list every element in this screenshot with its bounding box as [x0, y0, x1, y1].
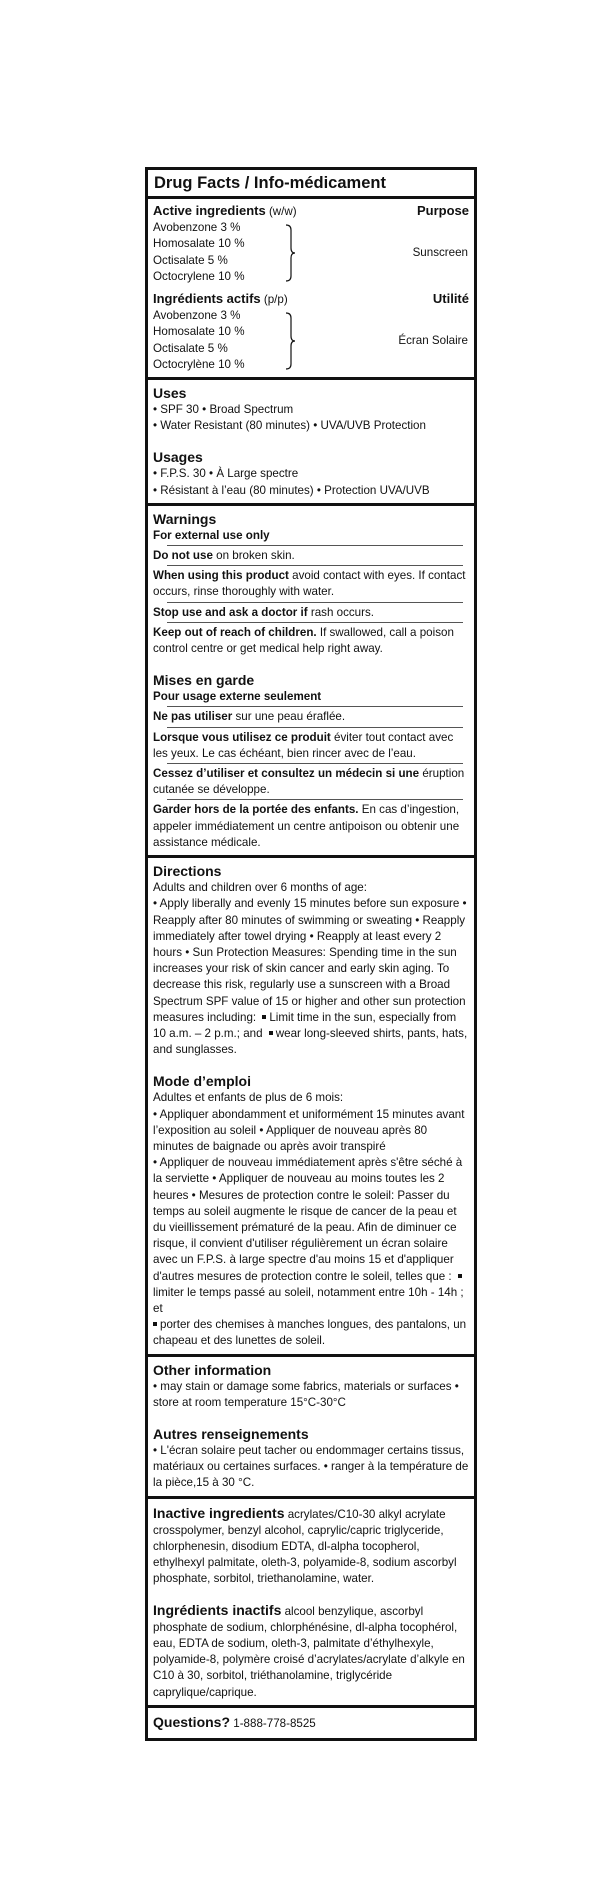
ingredients-actifs-label: Ingrédients actifs [153, 291, 261, 307]
questions-label: Questions? [153, 1713, 231, 1730]
uses-heading: Uses [153, 385, 187, 402]
warning-item: When using this product avoid contact with eyes. If contact occurs, rinse thoroughly with water. [153, 569, 466, 599]
ingredient-item: Octocrylène 10 % [153, 357, 245, 371]
inactive-ingredients-en [153, 1505, 469, 1588]
autres-renseignements-body: • L'écran solaire peut tacher ou endommager certains tissus, matériaux ou certaines surfaces. • ranger à la température de la pièce,15 à 30 °C. [153, 1443, 469, 1490]
uses-section [148, 380, 474, 506]
ingredient-item: Homosalate 10 % [153, 325, 245, 339]
drug-facts-panel [145, 167, 477, 1741]
active-unit-fr: (p/p) [263, 293, 288, 307]
inactive-ingredients-list: acrylates/C10-30 alkyl acrylate crosspolymer, benzyl alcohol, caprylic/capric triglyceride, chlorphenesin, disodium EDTA, dl-alpha tocopherol, ethylhexyl palmitate, oleth-3, polyamide-8, sodium ascorbyl phosphate, sorbitol, triethanolamine, water. [153, 1507, 457, 1586]
usages-heading: Usages [153, 449, 203, 466]
other-information-section [148, 1357, 474, 1499]
directions-section [148, 858, 474, 1356]
panel-title: Drug Facts / Info-médicament [148, 170, 474, 199]
mode-emploi-heading: Mode d’emploi [153, 1073, 251, 1090]
warning-item: Do not use on broken skin. [153, 549, 295, 563]
active-ingredients-header-fr [153, 291, 469, 308]
square-bullet-icon [269, 1031, 273, 1035]
mises-en-garde-heading: Mises en garde [153, 672, 255, 689]
inactive-ingredients-section [148, 1499, 474, 1708]
ingredient-item: Avobenzone 3 % [153, 221, 241, 235]
warning-item-fr: Pour usage externe seulement [153, 690, 322, 704]
warnings-heading: Warnings [153, 510, 217, 527]
ingredient-item: Octocrylene 10 % [153, 269, 245, 283]
warning-item-fr: Ne pas utiliser sur une peau éraflée. [153, 710, 346, 724]
active-ingredients-list-en [153, 220, 469, 285]
warning-item: For external use only [153, 528, 270, 542]
divider [167, 706, 463, 707]
brace-icon [283, 222, 301, 284]
ingredients-inactifs-heading: Ingrédients inactifs [153, 1601, 282, 1618]
uses-line: • Water Resistant (80 minutes) • UVA/UVB Protection [153, 419, 426, 433]
active-ingredients-label: Active ingredients [153, 203, 266, 218]
mode-emploi-body-1: • Appliquer abondamment et uniformément 15 minutes avant l’exposition au soleil • Appliquer de nouveau après 80 minutes de baignade ou après avoir transpiré [153, 1107, 465, 1153]
divider [167, 545, 463, 546]
purpose-value: Sunscreen [412, 245, 468, 259]
divider [167, 727, 463, 728]
divider [167, 799, 463, 800]
directions-body: • Apply liberally and evenly 15 minutes before sun exposure • Reapply after 80 minutes of swimming or sweating • Reapply immediately after towel drying • Reapply at least every 2 hours • Sun Protection Measures: Spending time in the sun increases your risk of skin cancer and early skin aging. To decrease this risk, regularly use a sunscreen with a Broad Spectrum SPF value of 15 or higher and other sun protection measures including: Limit time in the sun, especially from 10 a.m. – 2 p.m.; and wear long-sleeved shirts, pants, hats, and sunglasses. [153, 897, 468, 1057]
warning-item: Keep out of reach of children. If swallowed, call a poison control centre or get medical help right away. [153, 625, 454, 656]
purpose-label: Purpose [416, 203, 469, 218]
divider [167, 763, 463, 764]
directions-intro: Adults and children over 6 months of age: [153, 881, 367, 895]
divider [167, 565, 463, 566]
active-ingredients-header-en [153, 203, 469, 220]
other-information-heading: Other information [153, 1361, 272, 1378]
usages-line: • Résistant à l’eau (80 minutes) • Protection UVA/UVB [153, 483, 430, 497]
divider [167, 622, 463, 623]
warning-item-fr: Lorsque vous utilisez ce produit éviter tout contact avec les yeux. Le cas échéant, bien rincer avec de l’eau. [153, 730, 454, 760]
warnings-section [148, 506, 474, 858]
inactive-ingredients-fr [153, 1602, 469, 1701]
other-information-body: • may stain or damage some fabrics, materials or surfaces • store at room temperature 15°C-30°C [153, 1379, 459, 1409]
questions-section [148, 1708, 474, 1738]
mode-emploi-body-2: • Appliquer de nouveau immédiatement après s'être séché à la serviette • Appliquer de nouveau au moins toutes les 2 heures • Mesures de protection contre le soleil: Passer du temps au soleil augmente le risque de cancer de la peau et du vieillissement prématuré de la peau. Afin de diminuer ce risque, il convient d'utiliser régulièrement un écran solaire avec un F.P.S. à large spectre d'au moins 15 et d'appliquer d'autres mesures de protection contre le soleil, telles que : limiter le temps passé au soleil, notamment entre 10h - 14h ; et porter des chemises à manches longues, des pantalons, un chapeau et des lunettes de soleil. [153, 1156, 467, 1348]
warning-item-fr: Garder hors de la portée des enfants. En cas d’ingestion, appeler immédiatement un centre antipoison ou obtenir une assistance médicale. [153, 803, 460, 849]
questions-phone: 1-888-778-8525 [233, 1716, 316, 1730]
active-ingredients-list-fr [153, 308, 469, 373]
inactive-ingredients-heading: Inactive ingredients [153, 1504, 285, 1521]
square-bullet-icon [153, 1322, 157, 1326]
ingredient-item: Avobenzone 3 % [153, 309, 241, 323]
ingredient-item: Homosalate 10 % [153, 237, 245, 251]
mode-emploi-intro: Adultes et enfants de plus de 6 mois: [153, 1091, 344, 1105]
utilite-value: Écran Solaire [398, 333, 468, 347]
usages-line: • F.P.S. 30 • À Large spectre [153, 467, 299, 481]
square-bullet-icon [458, 1274, 462, 1278]
square-bullet-icon [262, 1015, 266, 1019]
warning-item-fr: Cessez d’utiliser et consultez un médecin si une éruption cutanée se développe. [153, 767, 465, 797]
directions-heading: Directions [153, 863, 222, 880]
warning-item: Stop use and ask a doctor if rash occurs. [153, 605, 374, 619]
utilite-label: Utilité [432, 291, 469, 307]
ingredient-item: Octisalate 5 % [153, 341, 228, 355]
uses-line: • SPF 30 • Broad Spectrum [153, 403, 294, 417]
autres-renseignements-heading: Autres renseignements [153, 1425, 309, 1442]
divider [167, 602, 463, 603]
ingredients-inactifs-list: alcool benzylique, ascorbyl phosphate de sodium, chlorphénésine, dl-alpha tocophérol, eau, EDTA de sodium, oleth-3, palmitate d’éthylhexyle, polyamide-8, polymère croisé d’acrylates/acrylate d’alkyle en C10 à 30, sorbitol, triéthanolamine, triglycéride caprylique/caprique. [153, 1604, 465, 1699]
ingredient-item: Octisalate 5 % [153, 253, 228, 267]
active-ingredients-section [148, 199, 474, 380]
active-unit: (w/w) [268, 205, 297, 218]
brace-icon [283, 310, 301, 372]
